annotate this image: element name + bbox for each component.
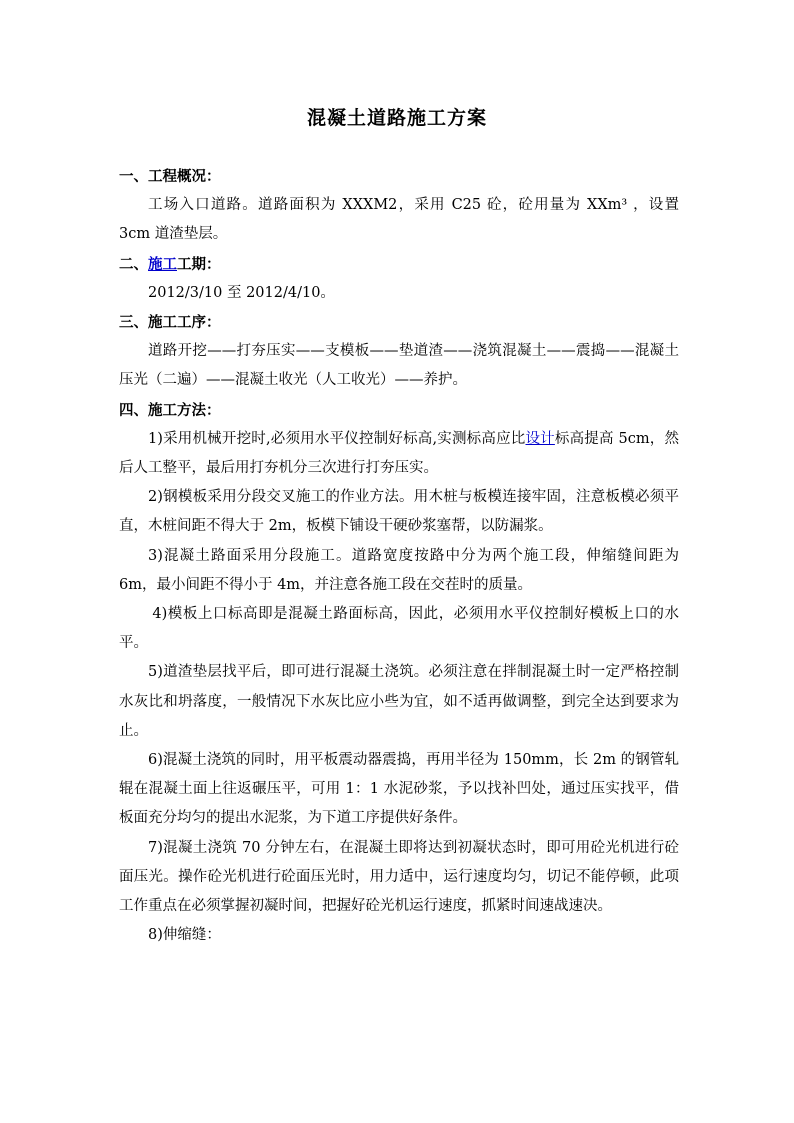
method-item-3: 3)混凝土路面采用分段施工。道路宽度按路中分为两个施工段，伸缩缝间距为 6m，最小间距不得小于 4m，并注意各施工段在交茬时的质量。 bbox=[119, 547, 679, 593]
construction-link[interactable]: 施工 bbox=[148, 255, 177, 273]
section-heading-method: 四、施工方法： bbox=[119, 401, 221, 419]
design-link[interactable]: 设计 bbox=[525, 430, 555, 447]
section-heading-overview: 一、工程概况： bbox=[119, 168, 221, 185]
process-paragraph: 道路开挖——打夯压实——支模板——垫道渣——浇筑混凝土——震捣——混凝土压光（二遍）——混凝土收光（人工收光）——养护。 bbox=[119, 343, 679, 389]
method-item-6: 6)混凝土浇筑的同时，用平板震动器震捣，再用半径为 150mm，长 2m 的钢管轧辊在混凝土面上往返碾压平，可用 1：1 水泥砂浆，予以找补凹处，通过压实找平，借板面充分均匀的提出水泥浆，为下道工序提供好条件。 bbox=[119, 752, 679, 827]
method-item-1 bbox=[119, 425, 679, 483]
overview-paragraph: 工场入口道路。道路面积为 XXXM2，采用 C25 砼，砼用量为 XXm³ ，设置 3cm 道渣垫层。 bbox=[119, 197, 679, 243]
heading-suffix: 工期： bbox=[177, 255, 221, 273]
method-item-5: 5)道渣垫层找平后，即可进行混凝土浇筑。必须注意在拌制混凝土时一定严格控制水灰比和坍落度，一般情况下水灰比应小些为宜，如不适再做调整，到完全达到要求为止。 bbox=[119, 664, 679, 739]
document-body bbox=[119, 162, 679, 950]
document-title: 混凝土道路施工方案 bbox=[306, 107, 487, 129]
method-item-4: 4)模板上口标高即是混凝土路面标高，因此，必须用水平仪控制好模板上口的水平。 bbox=[119, 606, 679, 652]
method-item-2: 2)钢模板采用分段交叉施工的作业方法。用木桩与板模连接牢固，注意板模必须平直，木桩间距不得大于 2m，板模下铺设干硬砂浆塞帮，以防漏浆。 bbox=[119, 489, 679, 535]
period-paragraph: 2012/3/10 至 2012/4/10。 bbox=[148, 284, 335, 301]
method-item-7: 7)混凝土浇筑 70 分钟左右，在混凝土即将达到初凝状态时，即可用砼光机进行砼面压光。操作砼光机进行砼面压光时，用力适中，运行速度均匀，切记不能停顿，此项工作重点在必须掌握初凝时间，把握好砼光机运行速度，抓紧时间速战速决。 bbox=[119, 839, 679, 915]
item1-text-before: 1)采用机械开挖时,必须用水平仪控制好标高,实测标高应比 bbox=[148, 430, 526, 447]
section-heading-period bbox=[119, 250, 679, 279]
method-item-8: 8)伸缩缝： bbox=[148, 927, 221, 944]
section-heading-process: 三、施工工序： bbox=[119, 314, 221, 332]
heading-prefix: 二、 bbox=[119, 255, 148, 273]
item1-text-after: 标高提高 5cm，然后人工整平，最后用打夯机分三次进行打夯压实。 bbox=[119, 430, 679, 477]
